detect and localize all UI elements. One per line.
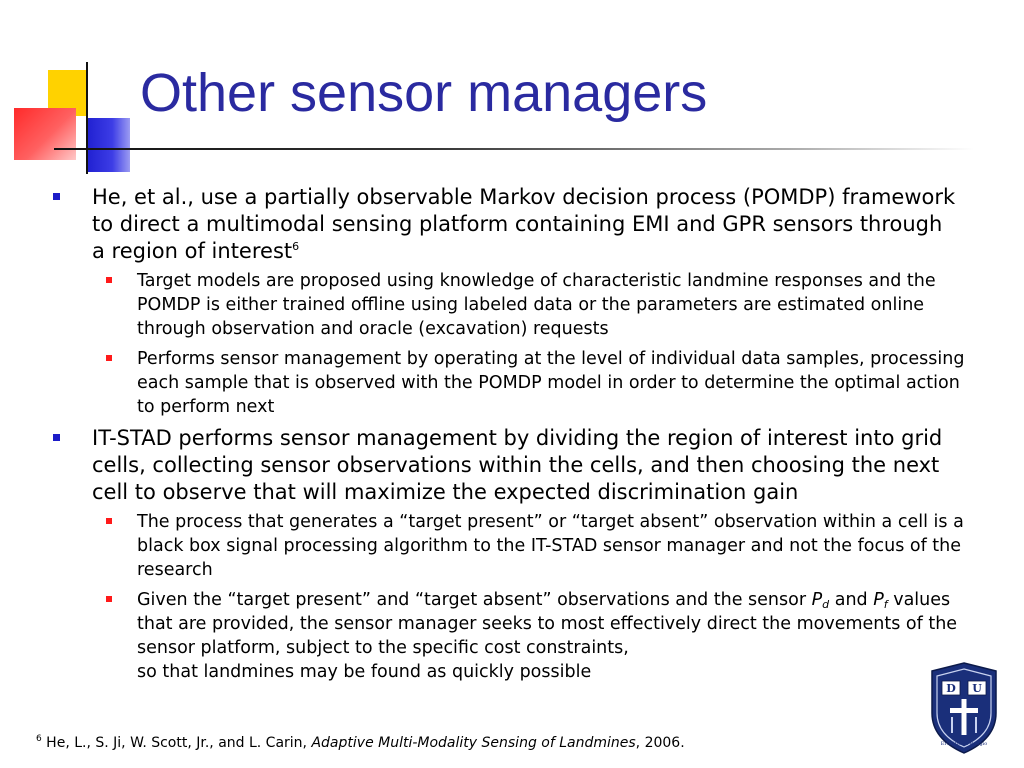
subbullet-text: and <box>829 590 874 610</box>
bullet-it-stad <box>0 425 1000 506</box>
pf-subscript: f <box>883 598 888 611</box>
subbullet-square-icon <box>106 277 112 283</box>
subbullet-text: Given the “target present” and “target absent” observations and the sensor <box>137 590 812 610</box>
bullet-pomdp <box>0 184 1000 265</box>
subbullet-text: values that are provided, the sensor manager seeks to most effectively direct the movements of the sensor platform, subject to the specific cost constraints, <box>137 590 958 658</box>
subbullet-process <box>0 510 1000 582</box>
footnote <box>36 735 685 751</box>
subbullet-square-icon <box>106 596 112 602</box>
decor-vertical-line <box>86 62 88 174</box>
pf-symbol: P <box>873 590 884 610</box>
subbullet-target-models <box>0 269 1000 341</box>
pd-symbol: P <box>811 590 823 610</box>
slide-title: Other sensor managers <box>140 63 708 123</box>
footnote-work: Adaptive Multi-Modality Sensing of Landmines <box>311 735 636 751</box>
seal-right-letter: U <box>972 682 982 695</box>
footnote-authors: He, L., S. Ji, W. Scott, Jr., and L. Carin, <box>41 735 312 751</box>
bullet-text: IT-STAD performs sensor management by dividing the region of interest into grid cells, collecting sensor observations within the cells, and then choosing the next cell to observe that will maximize the expected discrimination gain <box>92 426 943 504</box>
subbullet-text: Target models are proposed using knowledge of characteristic landmine responses and the POMDP is either trained offline using labeled data or the parameters are estimated online through observation and oracle (excavation) requests <box>137 271 936 339</box>
pd-subscript: d <box>822 598 830 611</box>
decor-red-square <box>14 108 76 160</box>
seal-motto: Eruditio et Religio <box>940 741 988 747</box>
footnote-year: , 2006. <box>635 735 685 751</box>
subbullet-text: The process that generates a “target present” or “target absent” observation within a cell is a black box signal processing algorithm to the IT-STAD sensor manager and not the focus of the research <box>137 512 964 580</box>
university-seal-icon <box>928 661 1000 755</box>
footnote-ref: 6 <box>292 240 300 253</box>
footnote-number: 6 <box>36 734 42 744</box>
bullet-text: He, et al., use a partially observable Markov decision process (POMDP) framework to direct a multimodal sensing platform containing EMI and GPR sensors through a region of interest <box>92 185 956 263</box>
title-underline <box>54 148 974 150</box>
subbullet-square-icon <box>106 355 112 361</box>
seal-left-letter: D <box>946 682 956 695</box>
subbullet-text: Performs sensor management by operating at the level of individual data samples, processing each sample that is observed with the POMDP model in order to determine the optimal action to perform next <box>137 349 965 417</box>
subbullet-text: so that landmines may be found as quickly possible <box>137 662 592 682</box>
subbullet-given-observations <box>0 588 1000 684</box>
subbullet-sensor-management <box>0 347 1000 419</box>
bullet-square-icon <box>53 434 60 441</box>
slide-content <box>0 184 1000 690</box>
bullet-square-icon <box>53 193 60 200</box>
decor-blue-square <box>86 118 130 172</box>
subbullet-square-icon <box>106 518 112 524</box>
